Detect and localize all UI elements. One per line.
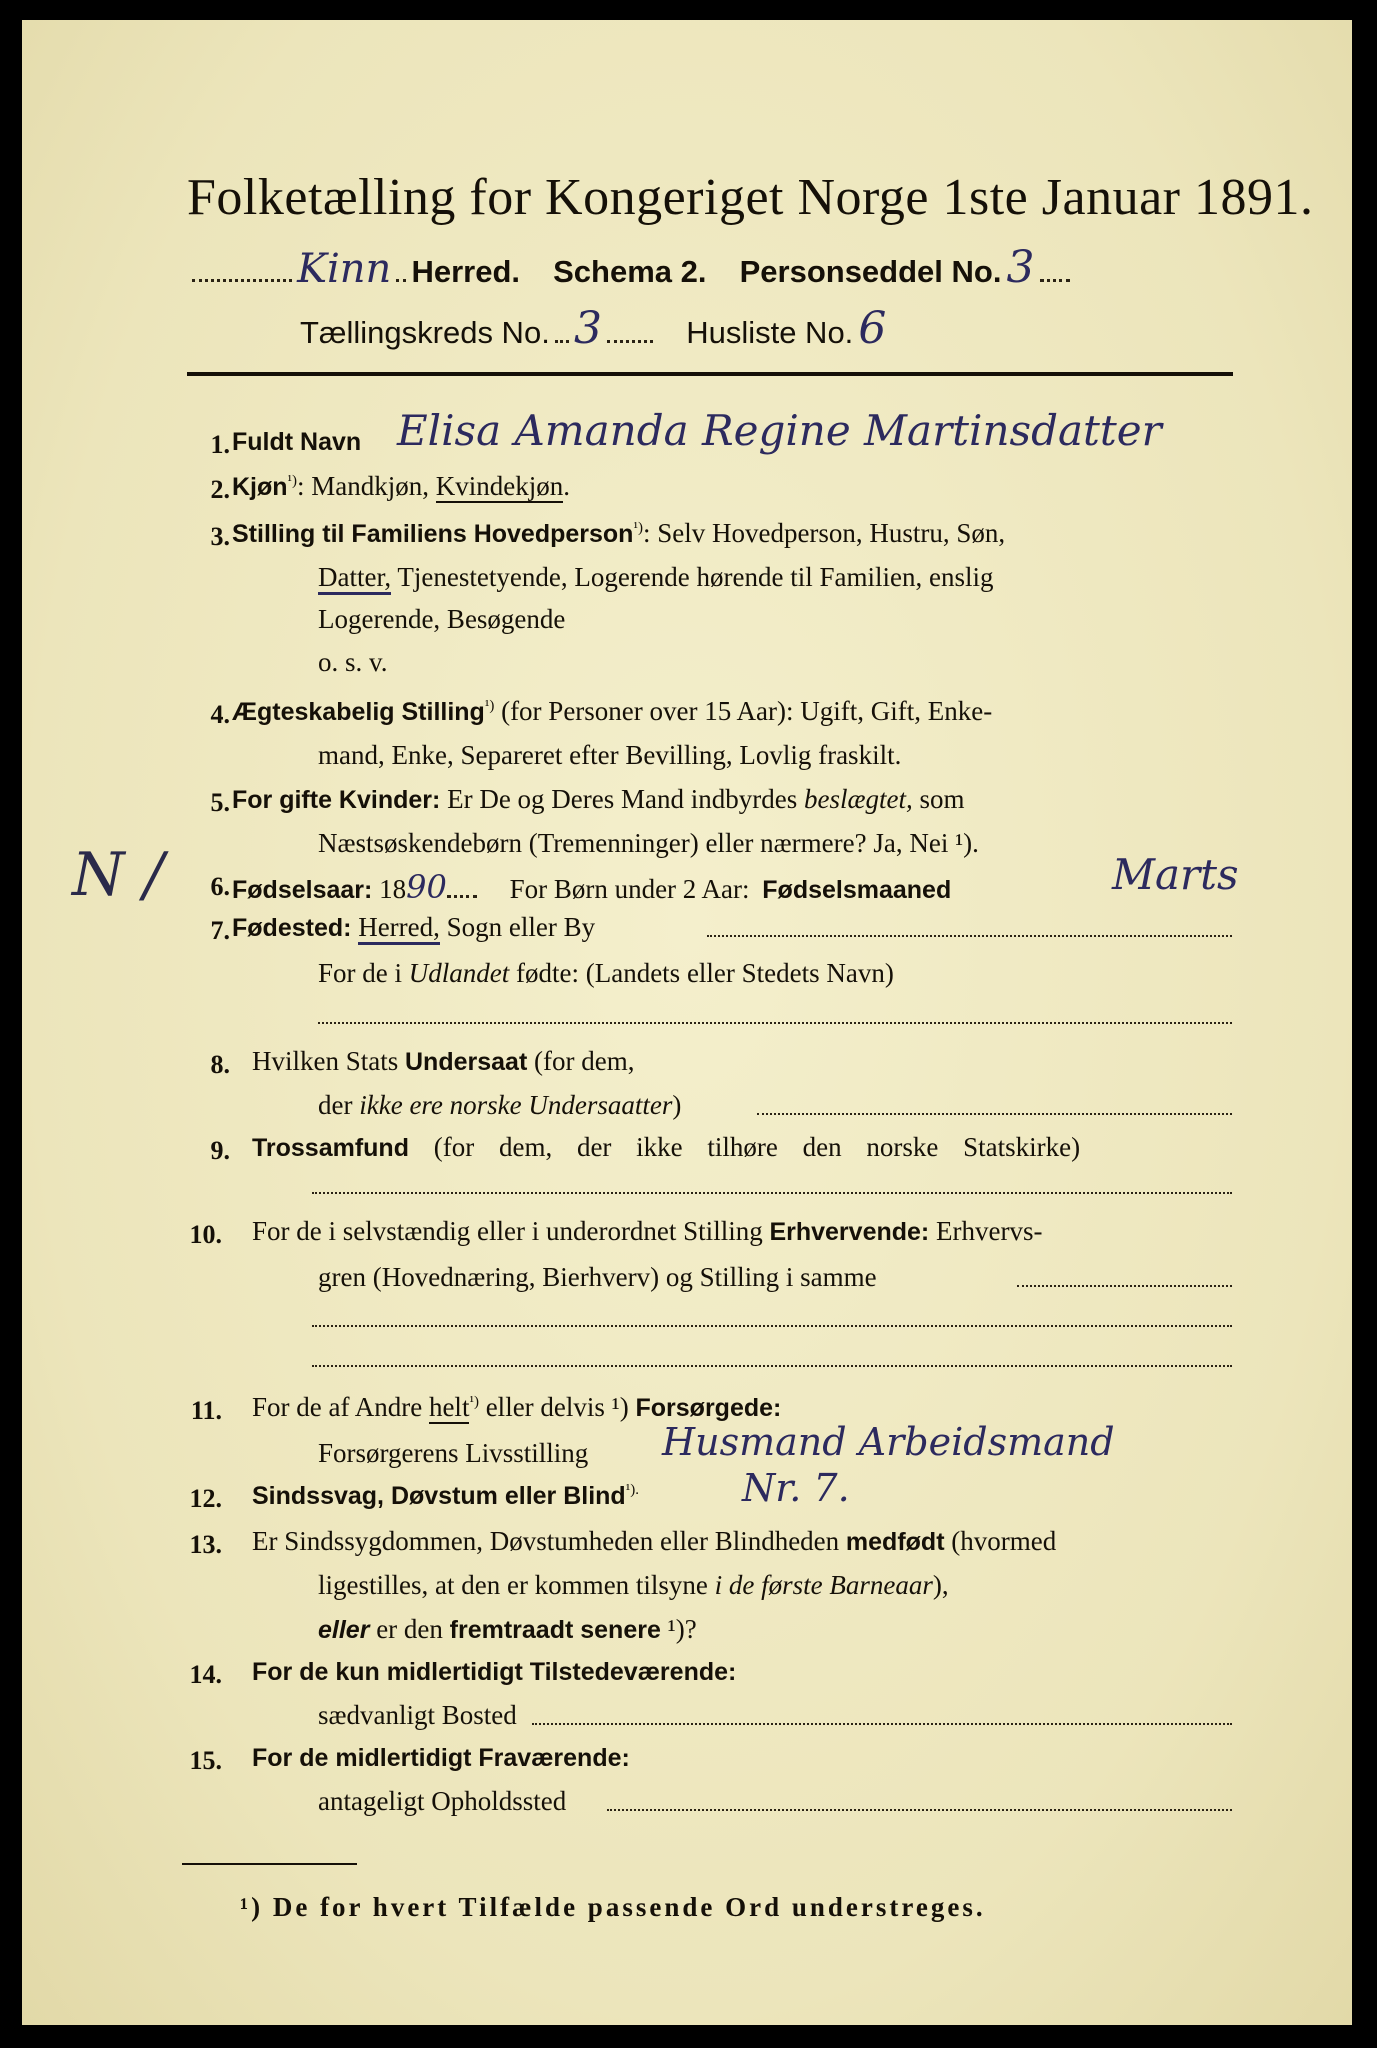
q8-line2-b: ) xyxy=(672,1090,682,1120)
q7-number: 7. xyxy=(210,916,230,945)
q6-month-label: Fødselsmaaned xyxy=(762,876,952,904)
q12-sup: ¹). xyxy=(625,1482,639,1498)
q1-full-name: Elisa Amanda Regine Martinsdatter xyxy=(397,406,1162,455)
q11-line-1 xyxy=(252,1392,781,1423)
q4-sup: ¹) xyxy=(484,698,495,714)
q4-line-2: mand, Enke, Separeret efter Bevilling, Lovlig fraskilt. xyxy=(318,740,902,770)
q13-line2-italic: i de første Barneaar xyxy=(714,1570,933,1600)
q4-number: 4. xyxy=(210,700,230,729)
q10-line-2: gren (Hovednæring, Bierhverv) og Stilling i samme xyxy=(318,1262,877,1292)
q13-line3-bold: fremtraadt senere xyxy=(449,1616,661,1644)
q1-line xyxy=(232,426,361,457)
q13-line-1 xyxy=(252,1526,1056,1557)
q3-line1-rest: : Selv Hovedperson, Hustru, Søn, xyxy=(642,518,1006,548)
q10-fill-line-2 xyxy=(312,1325,1232,1327)
taellingskreds-label: Tællingskreds No. xyxy=(300,315,550,350)
margin-marks: N / xyxy=(72,840,164,910)
q3-label: Stilling til Familiens Hovedperson xyxy=(232,520,634,548)
q8-line1-bold: Undersaat xyxy=(405,1048,528,1076)
q11-line1-a: For de af Andre xyxy=(252,1392,429,1422)
q12-line xyxy=(252,1480,639,1511)
q8-number: 8. xyxy=(210,1050,230,1079)
q2-text: : Mandkjøn, xyxy=(297,471,436,501)
q11-sup: ¹) xyxy=(469,1394,479,1410)
q2-tail: . xyxy=(563,471,571,501)
q9-rest: (for dem, der ikke tilhøre den norske Statskirke) xyxy=(408,1132,1081,1162)
q11-line-2: Forsørgerens Livsstilling xyxy=(318,1438,589,1468)
herred-line xyxy=(192,242,1070,293)
q3-number: 3. xyxy=(210,522,230,551)
q3-line-4: o. s. v. xyxy=(318,647,388,677)
q2-line xyxy=(232,471,570,502)
q8-line-2 xyxy=(318,1090,681,1121)
q6-year-prefix: 18 xyxy=(372,874,407,904)
q3-line-1 xyxy=(232,518,1005,549)
q3-line-2 xyxy=(318,562,993,593)
q15-number: 15. xyxy=(189,1746,222,1775)
q11-provider-occupation: Husmand Arbeidsmand xyxy=(662,1420,1115,1464)
q9-line xyxy=(252,1132,1080,1163)
herred-label: Herred. xyxy=(411,254,521,289)
personseddel-value: 3 xyxy=(1006,242,1035,293)
q5-label: For gifte Kvinder: xyxy=(232,786,441,814)
q13-line2-a: ligestilles, at den er kommen tilsyne xyxy=(318,1570,715,1600)
q2-sup: ¹) xyxy=(287,473,298,489)
q4-line-1 xyxy=(232,696,992,727)
q2-selected-option: Kvindekjøn xyxy=(435,471,564,501)
husliste-label: Husliste No. xyxy=(686,315,854,350)
q7-line2-a: For de i xyxy=(318,958,409,988)
q15-label: For de midlertidigt Fraværende: xyxy=(252,1744,630,1772)
q3-sup: ¹) xyxy=(633,520,643,536)
q10-line1-bold: Erhvervende: xyxy=(769,1218,930,1246)
q3-line-3: Logerende, Besøgende xyxy=(318,604,566,634)
q9-fill-line xyxy=(312,1192,1232,1194)
q8-line-1 xyxy=(252,1046,634,1077)
q14-fill-line xyxy=(532,1723,1232,1725)
q7-selected-option: Herred, xyxy=(358,912,440,945)
q7-line2-italic: Udlandet xyxy=(408,958,510,988)
q13-line3-a: er den xyxy=(369,1614,450,1644)
husliste-value: 6 xyxy=(858,303,887,354)
q15-line-1 xyxy=(252,1742,630,1773)
q13-line3-italic: eller xyxy=(318,1616,370,1644)
taellingskreds-line xyxy=(300,303,886,354)
q6-mid: For Børn under 2 Aar: xyxy=(509,874,750,904)
q9-number: 9. xyxy=(210,1136,230,1165)
q13-line-2 xyxy=(318,1570,949,1601)
q11-line1-bold: Forsørgede: xyxy=(635,1394,782,1422)
q5-line-1 xyxy=(232,784,965,815)
footnote: ¹) De for hvert Tilfælde passende Ord understreges. xyxy=(240,1892,986,1922)
q11-selected-option: helt xyxy=(428,1392,470,1422)
q8-line2-a: der xyxy=(318,1090,360,1120)
q10-fill-line-3 xyxy=(312,1365,1232,1367)
q7-line-2 xyxy=(318,958,894,989)
form-title: Folketælling for Kongeriget Norge 1ste Januar 1891. xyxy=(187,169,1314,226)
q15-line-2: antageligt Opholdssted xyxy=(318,1786,567,1816)
q14-label: For de kun midlertidigt Tilstedeværende: xyxy=(252,1658,737,1686)
q13-line1-a: Er Sindssygdommen, Døvstumheden eller Blindheden xyxy=(252,1526,846,1556)
q5-number: 5. xyxy=(210,788,230,817)
q5-line-2: Næstsøskendebørn (Tremenninger) eller nærmere? Ja, Nei ¹). xyxy=(318,828,979,858)
q10-number: 10. xyxy=(189,1220,222,1249)
census-form xyxy=(22,20,1352,2025)
q10-fill-line xyxy=(1017,1285,1232,1287)
q13-line2-b: ), xyxy=(932,1570,949,1600)
q1-number: 1. xyxy=(210,430,230,459)
q12-label: Sindssvag, Døvstum eller Blind xyxy=(252,1482,626,1510)
q7-line2-b: fødte: (Landets eller Stedets Navn) xyxy=(509,958,894,988)
q5-line1-end: som xyxy=(912,784,965,814)
q5-line1-italic: beslægtet, xyxy=(804,784,913,814)
q13-line3-b: ¹)? xyxy=(660,1614,697,1644)
q7-rest: Sogn eller By xyxy=(439,912,596,942)
q11-line1-b: eller delvis ¹) xyxy=(478,1392,636,1422)
q7-fill-line-2 xyxy=(318,1022,1232,1024)
q3-line2-rest: Tjenestetyende, Logerende hørende til Familien, enslig xyxy=(391,562,994,592)
taellingskreds-value: 3 xyxy=(574,303,602,354)
q3-selected-option: Datter, xyxy=(318,562,391,595)
schema-label: Schema 2. xyxy=(553,254,707,289)
q6-line xyxy=(232,868,951,906)
q7-label: Fødested: xyxy=(232,914,352,942)
q7-fill-line xyxy=(707,935,1232,937)
q8-line1-b: (for dem, xyxy=(527,1046,635,1076)
q6-month-value: Marts xyxy=(1112,850,1239,899)
q6-label: Fødselsaar: xyxy=(232,876,373,904)
footnote-rule xyxy=(182,1863,357,1865)
q14-line-1 xyxy=(252,1656,736,1687)
q15-fill-line xyxy=(607,1809,1232,1811)
q2-label: Kjøn xyxy=(232,473,288,501)
q12-number: 12. xyxy=(189,1484,222,1513)
q8-fill-line xyxy=(757,1113,1232,1115)
herred-value: Kinn xyxy=(297,246,392,292)
q4-label: Ægteskabelig Stilling xyxy=(232,698,485,726)
q13-line1-b: (hvormed xyxy=(944,1526,1057,1556)
q2-number: 2. xyxy=(210,475,230,504)
q6-year-value: 90 xyxy=(406,868,447,906)
q10-line-1 xyxy=(252,1216,1042,1247)
q1-label: Fuldt Navn xyxy=(232,428,362,456)
q8-line1-a: Hvilken Stats xyxy=(252,1046,405,1076)
q7-line-1 xyxy=(232,912,595,943)
q13-line-3 xyxy=(318,1614,697,1645)
q4-line1-rest: (for Personer over 15 Aar): Ugift, Gift, Enke- xyxy=(494,696,993,726)
q8-line2-italic: ikke ere norske Undersaatter xyxy=(359,1090,673,1120)
q14-line-2: sædvanligt Bosted xyxy=(318,1700,517,1730)
q14-number: 14. xyxy=(189,1660,222,1689)
q12-value: Nr. 7. xyxy=(742,1466,850,1510)
q10-line1-b: Erhvervs- xyxy=(929,1216,1043,1246)
q13-number: 13. xyxy=(189,1530,222,1559)
q9-label: Trossamfund xyxy=(252,1134,409,1162)
q11-number: 11. xyxy=(190,1396,222,1425)
q10-line1-a: For de i selvstændig eller i underordnet Stilling xyxy=(252,1216,770,1246)
q5-line1-mid: Er De og Deres Mand indbyrdes xyxy=(440,784,804,814)
header-rule xyxy=(187,372,1233,376)
q6-number: 6. xyxy=(210,872,230,901)
personseddel-label: Personseddel No. xyxy=(739,254,1002,289)
q13-line1-bold: medfødt xyxy=(845,1528,945,1556)
